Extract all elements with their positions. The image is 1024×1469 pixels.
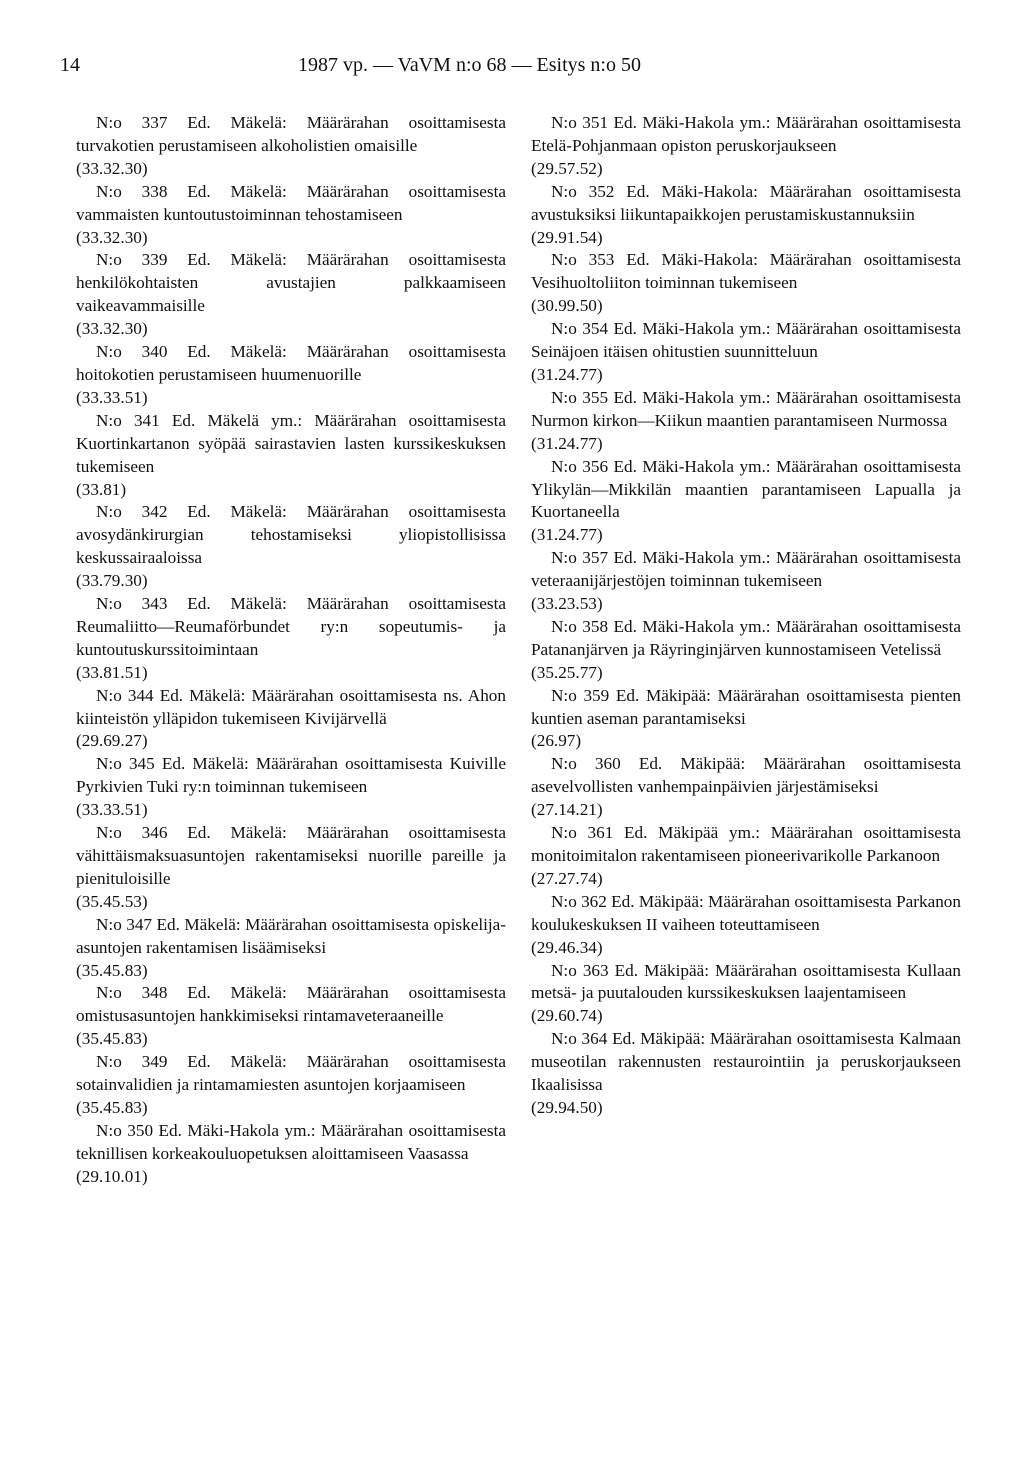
entry-description: N:o 355 Ed. Mäki-Hakola ym.: Määrärahan osoittamisesta Nurmon kirkon—Kiikun maantien parantamiseen Nurmossa <box>531 387 961 430</box>
motion-entry <box>531 1028 961 1120</box>
motion-entry <box>76 753 506 822</box>
budget-code: (33.79.30) <box>76 571 148 591</box>
motion-entry <box>531 685 961 754</box>
entry-description: N:o 354 Ed. Mäki-Hakola ym.: Määrärahan osoittamisesta Seinäjoen itäisen ohitustien suunnitteluun <box>531 319 961 362</box>
budget-code: (27.27.74) <box>531 868 603 888</box>
entry-description: N:o 347 Ed. Mäkelä: Määrärahan osoittamisesta opiskelija-asuntojen rakentamisen lisäämiseksi <box>76 914 506 957</box>
motion-entry <box>76 112 506 181</box>
entry-description: N:o 339 Ed. Mäkelä: Määrärahan osoittamisesta henkilökohtaisten avustajien palkkaamiseen vaikeavammaisille <box>76 250 506 316</box>
budget-code: (35.25.77) <box>531 662 603 682</box>
entry-description: N:o 357 Ed. Mäki-Hakola ym.: Määrärahan osoittamisesta veteraanijärjestöjen toiminnan tukemiseen <box>531 548 961 591</box>
budget-code: (29.10.01) <box>76 1166 148 1186</box>
entry-description: N:o 361 Ed. Mäkipää ym.: Määrärahan osoittamisesta monitoimitalon rakentamiseen pioneerivarikolle Parkanoon <box>531 823 961 865</box>
entry-description: N:o 346 Ed. Mäkelä: Määrärahan osoittamisesta vähittäismaksuasuntojen rakentamiseksi nuorille pareille ja pienituloisille <box>76 823 506 888</box>
right-column <box>531 112 961 1120</box>
motion-entry <box>531 891 961 960</box>
entry-description: N:o 362 Ed. Mäkipää: Määrärahan osoittamisesta Parkanon koulukeskuksen II vaiheen toteuttamiseen <box>531 891 961 934</box>
budget-code: (33.32.30) <box>76 158 148 178</box>
budget-code: (33.23.53) <box>531 594 603 614</box>
budget-code: (29.60.74) <box>531 1006 603 1026</box>
budget-code: (35.45.83) <box>76 960 148 980</box>
motion-entry <box>531 753 961 822</box>
entry-description: N:o 343 Ed. Mäkelä: Määrärahan osoittamisesta Reumaliitto—Reumaförbundet ry:n sopeutumis- ja kuntoutuskurssitoimintaan <box>76 594 506 659</box>
budget-code: (33.81.51) <box>76 662 148 682</box>
entry-description: N:o 363 Ed. Mäkipää: Määrärahan osoittamisesta Kullaan metsä- ja puutalouden kurssikeskuksen laajentamiseen <box>531 960 961 1003</box>
entry-description: N:o 342 Ed. Mäkelä: Määrärahan osoittamisesta avosydänkirurgian tehostamiseksi yliopistollisissa keskussairaaloissa <box>76 502 506 568</box>
budget-code: (26.97) <box>531 731 582 751</box>
motion-entry <box>76 982 506 1051</box>
motion-entry <box>531 181 961 250</box>
page-number: 14 <box>60 54 80 76</box>
motion-entry <box>531 547 961 616</box>
entry-description: N:o 358 Ed. Mäki-Hakola ym.: Määrärahan osoittamisesta Patananjärven ja Räyringinjärven kunnostamiseen Vetelissä <box>531 616 961 659</box>
motion-entry <box>531 387 961 456</box>
motion-entry <box>531 616 961 685</box>
budget-code: (31.24.77) <box>531 364 603 384</box>
left-column <box>76 112 506 1189</box>
motion-entry <box>76 410 506 502</box>
motion-entry <box>531 318 961 387</box>
entry-description: N:o 353 Ed. Mäki-Hakola: Määrärahan osoittamisesta Vesihuoltoliiton toiminnan tukemiseen <box>531 250 961 293</box>
motion-entry <box>76 1120 506 1189</box>
entry-description: N:o 356 Ed. Mäki-Hakola ym.: Määrärahan osoittamisesta Ylikylän—Mikkilän maantien parantamiseen Lapualla ja Kuortaneella <box>531 456 961 522</box>
motion-entry <box>531 822 961 891</box>
budget-code: (29.91.54) <box>531 227 603 247</box>
budget-code: (35.45.83) <box>76 1029 148 1049</box>
budget-code: (33.81) <box>76 479 127 499</box>
motion-entry <box>76 822 506 914</box>
motion-entry <box>76 1051 506 1120</box>
entry-description: N:o 348 Ed. Mäkelä: Määrärahan osoittamisesta omistusasuntojen hankkimiseksi rintamaveteraaneille <box>76 983 506 1026</box>
motion-entry <box>76 249 506 341</box>
motion-entry <box>531 249 961 318</box>
budget-code: (30.99.50) <box>531 296 603 316</box>
budget-code: (33.33.51) <box>76 800 148 820</box>
entry-description: N:o 350 Ed. Mäki-Hakola ym.: Määrärahan osoittamisesta teknillisen korkeakouluopetuksen aloittamiseen Vaasassa <box>76 1120 506 1163</box>
budget-code: (31.24.77) <box>531 433 603 453</box>
budget-code: (29.57.52) <box>531 158 603 178</box>
entry-description: N:o 344 Ed. Mäkelä: Määrärahan osoittamisesta ns. Ahon kiinteistön ylläpidon tukemiseen Kivijärvellä <box>76 685 506 728</box>
entry-description: N:o 351 Ed. Mäki-Hakola ym.: Määrärahan osoittamisesta Etelä-Pohjanmaan opiston peruskorjaukseen <box>531 113 961 155</box>
entry-description: N:o 341 Ed. Mäkelä ym.: Määrärahan osoittamisesta Kuortinkartanon syöpää sairastavien lasten kurssikeskuksen tukemiseen <box>76 410 506 476</box>
budget-code: (29.46.34) <box>531 937 603 957</box>
budget-code: (29.94.50) <box>531 1097 603 1117</box>
budget-code: (31.24.77) <box>531 525 603 545</box>
motion-entry <box>531 112 961 181</box>
budget-code: (29.69.27) <box>76 731 148 751</box>
budget-code: (35.45.83) <box>76 1097 148 1117</box>
motion-entry <box>76 914 506 983</box>
motion-entry <box>76 341 506 410</box>
entry-description: N:o 337 Ed. Mäkelä: Määrärahan osoittamisesta turvakotien perustamiseen alkoholistien omaisille <box>76 113 506 155</box>
entry-description: N:o 360 Ed. Mäkipää: Määrärahan osoittamisesta asevelvollisten vanhempainpäivien järjestämiseksi <box>531 754 961 797</box>
entry-description: N:o 352 Ed. Mäki-Hakola: Määrärahan osoittamisesta avustuksiksi liikuntapaikkojen perustamiskustannuksiin <box>531 181 961 224</box>
entry-description: N:o 340 Ed. Mäkelä: Määrärahan osoittamisesta hoitokotien perustamiseen huumenuorille <box>76 342 506 384</box>
page-header <box>60 50 970 80</box>
motion-entry <box>76 593 506 685</box>
entry-description: N:o 345 Ed. Mäkelä: Määrärahan osoittamisesta Kuiville Pyrkivien Tuki ry:n toiminnan tukemiseen <box>76 754 506 797</box>
motion-entry <box>76 685 506 754</box>
entry-description: N:o 359 Ed. Mäkipää: Määrärahan osoittamisesta pienten kuntien aseman parantamiseksi <box>531 685 961 728</box>
budget-code: (33.32.30) <box>76 227 148 247</box>
budget-code: (35.45.53) <box>76 891 148 911</box>
running-head: 1987 vp. — VaVM n:o 68 — Esitys n:o 50 <box>298 54 641 76</box>
motion-entry <box>76 181 506 250</box>
motion-entry <box>531 456 961 548</box>
entry-description: N:o 349 Ed. Mäkelä: Määrärahan osoittamisesta sotainvalidien ja rintamamiesten asuntojen korjaamiseen <box>76 1052 506 1095</box>
budget-code: (27.14.21) <box>531 800 603 820</box>
motion-entry <box>531 960 961 1029</box>
entry-description: N:o 338 Ed. Mäkelä: Määrärahan osoittamisesta vammaisten kuntoutustoiminnan tehostamiseen <box>76 181 506 224</box>
motion-entry <box>76 501 506 593</box>
entry-description: N:o 364 Ed. Mäkipää: Määrärahan osoittamisesta Kalmaan museotilan rakennusten restaurointiin ja peruskorjaukseen Ikaalisissa <box>531 1029 961 1095</box>
budget-code: (33.32.30) <box>76 319 148 339</box>
budget-code: (33.33.51) <box>76 387 148 407</box>
